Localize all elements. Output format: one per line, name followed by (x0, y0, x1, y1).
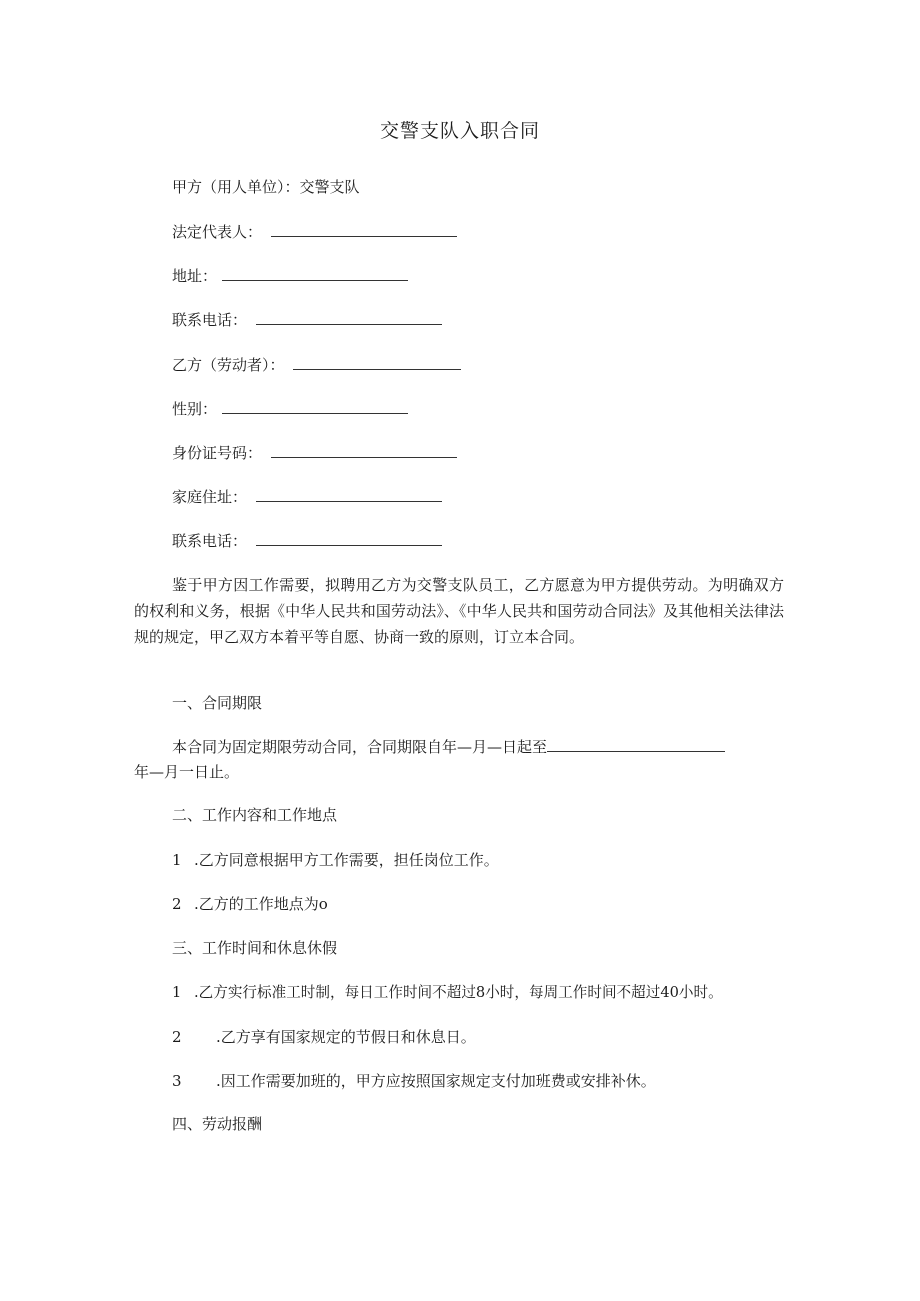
section-3-item-3 (172, 1071, 656, 1091)
address-line (172, 266, 408, 286)
home-address-blank (256, 487, 442, 502)
section-2-item-1-text: .乙方同意根据甲方工作需要，担任岗位工作。 (194, 851, 499, 869)
section-3-item-2-text: .乙方享有国家规定的节假日和休息日。 (216, 1028, 476, 1046)
party-a-value: 交警支队 (299, 178, 360, 196)
party-a-phone-label: 联系电话： (172, 311, 248, 329)
party-b-phone-line (172, 531, 442, 551)
party-b-label: 乙方（劳动者）： (172, 356, 285, 374)
party-a-label: 甲方（用人单位）： (172, 178, 300, 196)
document-title: 交警支队入职合同 (379, 120, 540, 142)
term-end-blank (547, 737, 725, 752)
party-b-line (172, 355, 461, 375)
id-number-blank (271, 443, 457, 458)
section-2-title: 二、工作内容和工作地点 (172, 806, 338, 824)
address-label: 地址： (172, 267, 218, 285)
gender-line (172, 399, 408, 419)
section-3-item-2 (172, 1027, 476, 1047)
party-b-phone-label: 联系电话： (172, 532, 248, 550)
section-2-item-1 (172, 850, 499, 870)
home-address-line (172, 487, 442, 507)
section-2-item-2-text: .乙方的工作地点为o (194, 895, 328, 913)
section-3-item-3-text: .因工作需要加班的，甲方应按照国家规定支付加班费或安排补休。 (216, 1072, 656, 1090)
section-3-item-1-text: .乙方实行标准工时制，每日工作时间不超过8小时，每周工作时间不超过40小时。 (194, 984, 723, 1001)
preamble-paragraph: 鉴于甲方因工作需要，拟聘用乙方为交警支队员工，乙方愿意为甲方提供劳动。为明确双方的权利和义务，根据《中华人民共和国劳动法》、《中华人民共和国劳动合同法》及其他相关法律法规的规定，甲乙双方本着平等自愿、协商一致的原则，订立本合同。 (134, 576, 784, 646)
id-number-line (172, 443, 457, 463)
section-1-title: 一、合同期限 (172, 694, 263, 712)
section-3-item-1 (172, 983, 723, 1003)
party-a-phone-line (172, 310, 442, 330)
section-2-item-2-number: 2 (172, 895, 182, 913)
section-2-item-2 (172, 894, 328, 914)
section-1-text-line1 (172, 737, 725, 757)
section-1-text-b: 年—月一日止。 (134, 763, 240, 781)
gender-label: 性别： (172, 400, 218, 418)
section-3-item-3-number: 3 (172, 1072, 182, 1090)
section-3-title: 三、工作时间和休息休假 (172, 939, 338, 957)
address-blank (222, 266, 408, 281)
legal-rep-label: 法定代表人： (172, 223, 263, 241)
id-number-label: 身份证号码： (172, 444, 263, 462)
party-a-phone-blank (256, 310, 442, 325)
party-b-blank (293, 355, 461, 370)
party-b-phone-blank (256, 531, 442, 546)
gender-blank (222, 399, 408, 414)
legal-rep-blank (271, 222, 457, 237)
section-3-item-1-number: 1 (172, 984, 182, 1001)
section-2-item-1-number: 1 (172, 851, 182, 869)
section-3-item-2-number: 2 (172, 1028, 182, 1046)
home-address-label: 家庭住址： (172, 488, 248, 506)
section-4-title: 四、劳动报酬 (172, 1115, 263, 1133)
section-1-text-a: 本合同为固定期限劳动合同，合同期限自年—月—日起至 (172, 738, 548, 756)
legal-rep-line (172, 222, 457, 242)
party-a-line (172, 177, 360, 197)
